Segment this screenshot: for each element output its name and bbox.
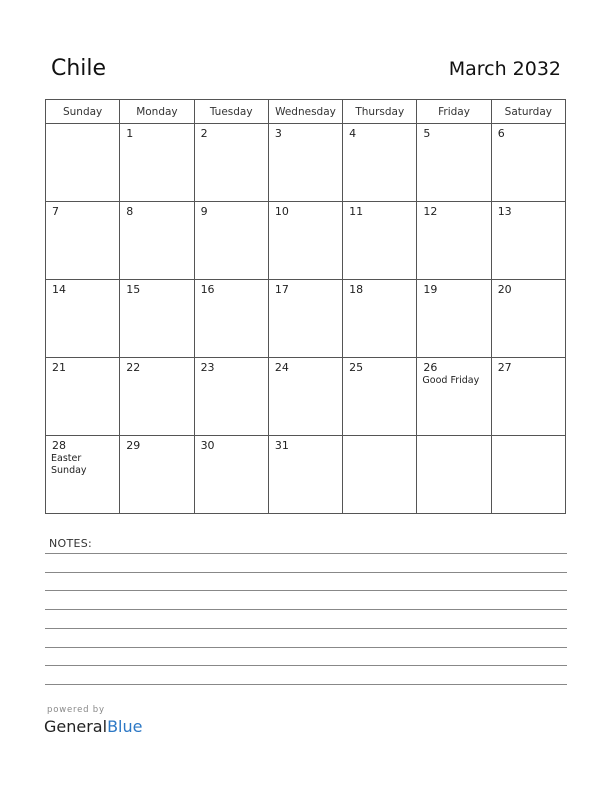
notes-line — [45, 684, 567, 685]
day-number: 30 — [200, 439, 215, 452]
week-row — [46, 280, 566, 358]
day-number: 16 — [200, 283, 215, 296]
day-cell — [343, 436, 417, 514]
weekday-header-row — [46, 100, 566, 124]
day-cell — [46, 202, 120, 280]
day-cell — [120, 124, 194, 202]
day-number: 28 — [52, 439, 66, 452]
day-number: 13 — [497, 205, 512, 218]
week-row — [46, 202, 566, 280]
day-cell — [268, 124, 342, 202]
day-number: 19 — [423, 283, 438, 296]
country-title: Chile — [51, 56, 107, 81]
notes-label: NOTES: — [49, 537, 93, 550]
day-cell — [120, 202, 194, 280]
week-row — [46, 124, 566, 202]
weekday-thursday: Thursday — [343, 100, 417, 124]
day-cell — [46, 358, 120, 436]
day-number: 24 — [274, 361, 289, 374]
day-cell — [194, 436, 268, 514]
day-number: 5 — [423, 127, 431, 140]
day-number: 4 — [349, 127, 357, 140]
day-number: 21 — [52, 361, 66, 374]
notes-line — [45, 665, 567, 666]
day-cell — [417, 436, 491, 514]
day-number: 26 — [423, 361, 438, 374]
day-number: 12 — [423, 205, 438, 218]
day-number: 9 — [200, 205, 208, 218]
day-number: 22 — [126, 361, 141, 374]
day-cell — [343, 358, 417, 436]
notes-line — [45, 628, 567, 629]
day-number: 2 — [200, 127, 208, 140]
calendar-grid — [45, 99, 566, 514]
day-cell — [268, 436, 342, 514]
day-cell — [268, 280, 342, 358]
holiday-label-good-friday: Good Friday — [422, 375, 480, 386]
day-cell — [46, 436, 120, 514]
day-cell — [194, 124, 268, 202]
day-number: 7 — [52, 205, 59, 218]
week-row — [46, 436, 566, 514]
month-year-title: March 2032 — [448, 58, 561, 80]
day-cell — [491, 436, 565, 514]
day-cell — [491, 280, 565, 358]
logo-general-text: General — [44, 717, 108, 736]
day-cell — [343, 124, 417, 202]
day-number: 10 — [274, 205, 289, 218]
day-number: 14 — [52, 283, 66, 296]
powered-by-text: powered by — [47, 705, 105, 715]
day-cell — [268, 358, 342, 436]
weekday-tuesday: Tuesday — [194, 100, 268, 124]
day-cell — [194, 280, 268, 358]
day-cell — [417, 202, 491, 280]
notes-line — [45, 553, 567, 554]
day-number: 17 — [274, 283, 289, 296]
day-cell — [46, 280, 120, 358]
day-cell — [194, 358, 268, 436]
generalblue-logo — [44, 717, 142, 736]
day-cell — [268, 202, 342, 280]
weekday-saturday: Saturday — [491, 100, 565, 124]
day-number: 27 — [497, 361, 512, 374]
day-cell — [491, 202, 565, 280]
notes-line — [45, 590, 567, 591]
day-cell — [120, 358, 194, 436]
weekday-wednesday: Wednesday — [268, 100, 342, 124]
day-number: 15 — [126, 283, 141, 296]
day-number: 25 — [349, 361, 364, 374]
day-cell — [417, 280, 491, 358]
holiday-label-easter-sunday: Easter Sunday — [51, 453, 87, 476]
day-number: 6 — [497, 127, 505, 140]
day-number: 23 — [200, 361, 215, 374]
weekday-monday: Monday — [120, 100, 194, 124]
day-cell — [343, 280, 417, 358]
notes-line — [45, 647, 567, 648]
day-cell — [194, 202, 268, 280]
day-number: 11 — [349, 205, 364, 218]
day-number: 1 — [126, 127, 134, 140]
day-cell — [491, 124, 565, 202]
day-cell — [120, 280, 194, 358]
day-cell — [343, 202, 417, 280]
day-number: 8 — [126, 205, 134, 218]
weekday-friday: Friday — [417, 100, 491, 124]
notes-line — [45, 572, 567, 573]
day-cell — [417, 124, 491, 202]
week-row — [46, 358, 566, 436]
day-cell — [46, 124, 120, 202]
weekday-sunday: Sunday — [46, 100, 120, 124]
day-number: 31 — [274, 439, 289, 452]
day-number: 29 — [126, 439, 141, 452]
day-number: 3 — [274, 127, 282, 140]
logo-blue-text: Blue — [107, 717, 143, 736]
notes-line — [45, 609, 567, 610]
day-cell — [417, 358, 491, 436]
day-cell — [120, 436, 194, 514]
day-cell — [491, 358, 565, 436]
day-number: 20 — [497, 283, 512, 296]
day-number: 18 — [349, 283, 364, 296]
